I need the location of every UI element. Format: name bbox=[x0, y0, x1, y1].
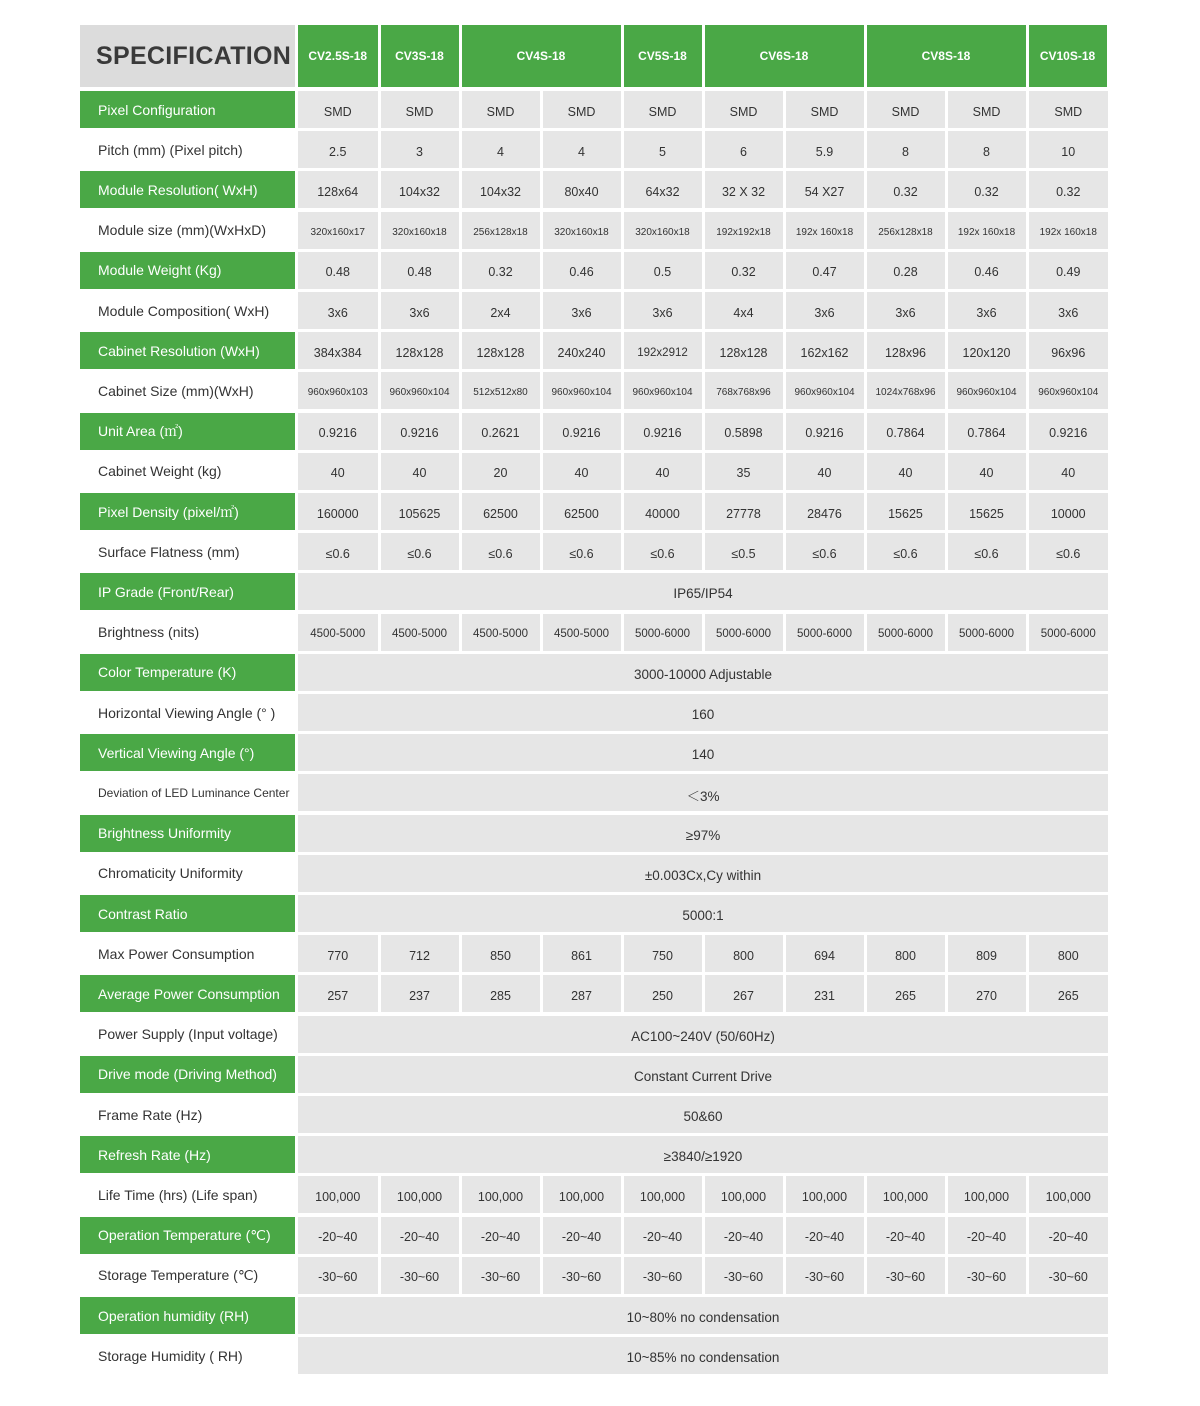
value-cell: SMD bbox=[948, 91, 1026, 128]
row-label: Operation humidity (RH) bbox=[80, 1297, 295, 1334]
value-cell: 5000-6000 bbox=[624, 614, 702, 651]
value-cell: 40 bbox=[867, 453, 945, 490]
value-cell: 3x6 bbox=[624, 292, 702, 329]
value-cell: 320x160x18 bbox=[624, 212, 702, 249]
value-cell: 100,000 bbox=[867, 1176, 945, 1213]
merged-value-cell: ≥97% bbox=[298, 815, 1108, 852]
value-cell: SMD bbox=[462, 91, 540, 128]
value-cell: 5000-6000 bbox=[1029, 614, 1109, 651]
value-cell: 28476 bbox=[786, 493, 864, 530]
value-cell: 160000 bbox=[298, 493, 378, 530]
value-cell: 4 bbox=[462, 131, 540, 168]
value-cell: 237 bbox=[381, 975, 459, 1012]
value-cell: 4500-5000 bbox=[381, 614, 459, 651]
value-cell: 960x960x104 bbox=[1029, 372, 1109, 409]
value-cell: 4500-5000 bbox=[543, 614, 621, 651]
value-cell: 960x960x104 bbox=[786, 372, 864, 409]
value-cell: ≤0.6 bbox=[462, 533, 540, 570]
value-cell: 256x128x18 bbox=[462, 212, 540, 249]
value-cell: -30~60 bbox=[786, 1257, 864, 1294]
value-cell: 100,000 bbox=[462, 1176, 540, 1213]
value-cell: 100,000 bbox=[705, 1176, 783, 1213]
model-header: CV5S-18 bbox=[624, 25, 702, 87]
value-cell: 3x6 bbox=[298, 292, 378, 329]
model-header: CV4S-18 bbox=[462, 25, 621, 87]
row-label: Operation Temperature (℃) bbox=[80, 1217, 295, 1254]
row-label: Brightness (nits) bbox=[98, 624, 200, 641]
value-cell: SMD bbox=[705, 91, 783, 128]
value-cell: 15625 bbox=[948, 493, 1026, 530]
value-cell: -30~60 bbox=[298, 1257, 378, 1294]
value-cell: -20~40 bbox=[381, 1217, 459, 1254]
row-label: Storage Temperature (℃) bbox=[98, 1266, 259, 1283]
value-cell: 40 bbox=[1029, 453, 1109, 490]
value-cell: ≤0.6 bbox=[1029, 533, 1109, 570]
merged-value-cell: 10~80% no condensation bbox=[298, 1297, 1108, 1334]
value-cell: 0.9216 bbox=[381, 413, 459, 450]
merged-value-cell: Constant Current Drive bbox=[298, 1056, 1108, 1093]
value-cell: 5000-6000 bbox=[786, 614, 864, 651]
value-cell: 100,000 bbox=[1029, 1176, 1109, 1213]
row-label: Pitch (mm) (Pixel pitch) bbox=[98, 141, 243, 158]
value-cell: 384x384 bbox=[298, 332, 378, 369]
value-cell: 128x128 bbox=[381, 332, 459, 369]
value-cell: 0.5 bbox=[624, 252, 702, 289]
value-cell: 80x40 bbox=[543, 171, 621, 208]
value-cell: 0.7864 bbox=[948, 413, 1026, 450]
value-cell: 3x6 bbox=[948, 292, 1026, 329]
value-cell: 10000 bbox=[1029, 493, 1109, 530]
value-cell: SMD bbox=[624, 91, 702, 128]
value-cell: 1024x768x96 bbox=[867, 372, 945, 409]
value-cell: 3x6 bbox=[1029, 292, 1109, 329]
value-cell: 8 bbox=[948, 131, 1026, 168]
value-cell: 128x128 bbox=[705, 332, 783, 369]
value-cell: 20 bbox=[462, 453, 540, 490]
value-cell: -20~40 bbox=[867, 1217, 945, 1254]
value-cell: 5 bbox=[624, 131, 702, 168]
value-cell: 15625 bbox=[867, 493, 945, 530]
value-cell: 320x160x18 bbox=[543, 212, 621, 249]
value-cell: 100,000 bbox=[786, 1176, 864, 1213]
value-cell: 0.46 bbox=[948, 252, 1026, 289]
row-label: Surface Flatness (mm) bbox=[98, 543, 240, 560]
row-label: Module size (mm)(WxHxD) bbox=[98, 222, 266, 239]
value-cell: 105625 bbox=[381, 493, 459, 530]
value-cell: -30~60 bbox=[462, 1257, 540, 1294]
value-cell: 265 bbox=[867, 975, 945, 1012]
value-cell: 40 bbox=[298, 453, 378, 490]
value-cell: 240x240 bbox=[543, 332, 621, 369]
value-cell: 8 bbox=[867, 131, 945, 168]
value-cell: 768x768x96 bbox=[705, 372, 783, 409]
merged-value-cell: 160 bbox=[298, 694, 1108, 731]
merged-value-cell: 3000-10000 Adjustable bbox=[298, 654, 1108, 691]
value-cell: SMD bbox=[786, 91, 864, 128]
value-cell: 270 bbox=[948, 975, 1026, 1012]
value-cell: -20~40 bbox=[705, 1217, 783, 1254]
row-label: Frame Rate (Hz) bbox=[98, 1106, 203, 1123]
value-cell: 5000-6000 bbox=[948, 614, 1026, 651]
value-cell: 192x192x18 bbox=[705, 212, 783, 249]
value-cell: 0.32 bbox=[705, 252, 783, 289]
value-cell: ≤0.6 bbox=[948, 533, 1026, 570]
value-cell: 0.46 bbox=[543, 252, 621, 289]
value-cell: -30~60 bbox=[1029, 1257, 1109, 1294]
value-cell: 40 bbox=[381, 453, 459, 490]
value-cell: 0.48 bbox=[298, 252, 378, 289]
row-label: IP Grade (Front/Rear) bbox=[80, 573, 295, 610]
value-cell: 285 bbox=[462, 975, 540, 1012]
value-cell: 320x160x17 bbox=[298, 212, 378, 249]
value-cell: SMD bbox=[1029, 91, 1109, 128]
value-cell: 100,000 bbox=[948, 1176, 1026, 1213]
merged-value-cell: 10~85% no condensation bbox=[298, 1337, 1108, 1374]
value-cell: 256x128x18 bbox=[867, 212, 945, 249]
value-cell: 0.32 bbox=[867, 171, 945, 208]
value-cell: -20~40 bbox=[462, 1217, 540, 1254]
value-cell: 104x32 bbox=[381, 171, 459, 208]
value-cell: 5000-6000 bbox=[867, 614, 945, 651]
value-cell: 40 bbox=[948, 453, 1026, 490]
value-cell: 192x 160x18 bbox=[948, 212, 1026, 249]
row-label: Vertical Viewing Angle (°) bbox=[80, 734, 295, 771]
value-cell: 960x960x104 bbox=[948, 372, 1026, 409]
value-cell: 192x 160x18 bbox=[1029, 212, 1109, 249]
value-cell: 100,000 bbox=[543, 1176, 621, 1213]
value-cell: 62500 bbox=[543, 493, 621, 530]
model-header: CV2.5S-18 bbox=[298, 25, 378, 87]
value-cell: 809 bbox=[948, 935, 1026, 972]
value-cell: 265 bbox=[1029, 975, 1109, 1012]
row-label: Power Supply (Input voltage) bbox=[98, 1026, 278, 1043]
value-cell: 0.9216 bbox=[543, 413, 621, 450]
value-cell: 40 bbox=[543, 453, 621, 490]
merged-value-cell: ±0.003Cx,Cy within bbox=[298, 855, 1108, 892]
row-label: Life Time (hrs) (Life span) bbox=[98, 1186, 258, 1203]
value-cell: -20~40 bbox=[298, 1217, 378, 1254]
row-label: Cabinet Weight (kg) bbox=[98, 463, 222, 480]
value-cell: 5.9 bbox=[786, 131, 864, 168]
row-label: Cabinet Size (mm)(WxH) bbox=[98, 382, 254, 399]
value-cell: 694 bbox=[786, 935, 864, 972]
value-cell: -20~40 bbox=[543, 1217, 621, 1254]
value-cell: 0.49 bbox=[1029, 252, 1109, 289]
value-cell: ≤0.6 bbox=[298, 533, 378, 570]
value-cell: -30~60 bbox=[624, 1257, 702, 1294]
value-cell: 54 X27 bbox=[786, 171, 864, 208]
model-header: CV8S-18 bbox=[867, 25, 1026, 87]
row-label: Chromaticity Uniformity bbox=[98, 865, 243, 882]
row-label: Average Power Consumption bbox=[80, 975, 295, 1012]
value-cell: 0.47 bbox=[786, 252, 864, 289]
value-cell: 27778 bbox=[705, 493, 783, 530]
merged-value-cell: IP65/IP54 bbox=[298, 573, 1108, 610]
value-cell: 100,000 bbox=[624, 1176, 702, 1213]
value-cell: 0.32 bbox=[948, 171, 1026, 208]
value-cell: 2x4 bbox=[462, 292, 540, 329]
row-label: Pixel Configuration bbox=[80, 91, 295, 128]
value-cell: 4500-5000 bbox=[298, 614, 378, 651]
value-cell: 0.5898 bbox=[705, 413, 783, 450]
merged-value-cell: ＜3% bbox=[298, 774, 1108, 811]
value-cell: ≤0.6 bbox=[786, 533, 864, 570]
value-cell: 257 bbox=[298, 975, 378, 1012]
value-cell: 712 bbox=[381, 935, 459, 972]
value-cell: 128x64 bbox=[298, 171, 378, 208]
value-cell: 960x960x104 bbox=[624, 372, 702, 409]
value-cell: 4500-5000 bbox=[462, 614, 540, 651]
row-label: Horizontal Viewing Angle (° ) bbox=[98, 704, 276, 721]
value-cell: 3x6 bbox=[867, 292, 945, 329]
value-cell: 960x960x104 bbox=[543, 372, 621, 409]
row-label: Brightness Uniformity bbox=[80, 815, 295, 852]
value-cell: ≤0.6 bbox=[624, 533, 702, 570]
row-label: Refresh Rate (Hz) bbox=[80, 1136, 295, 1173]
row-label: Deviation of LED Luminance Center bbox=[98, 785, 290, 800]
value-cell: 62500 bbox=[462, 493, 540, 530]
model-header: CV3S-18 bbox=[381, 25, 459, 87]
merged-value-cell: 5000:1 bbox=[298, 895, 1108, 932]
value-cell: -30~60 bbox=[948, 1257, 1026, 1294]
row-label: Drive mode (Driving Method) bbox=[80, 1056, 295, 1093]
merged-value-cell: AC100~240V (50/60Hz) bbox=[298, 1016, 1108, 1053]
value-cell: 0.9216 bbox=[298, 413, 378, 450]
value-cell: 96x96 bbox=[1029, 332, 1109, 369]
value-cell: 35 bbox=[705, 453, 783, 490]
value-cell: 40 bbox=[786, 453, 864, 490]
value-cell: 850 bbox=[462, 935, 540, 972]
value-cell: 128x128 bbox=[462, 332, 540, 369]
row-label: Module Composition( WxH) bbox=[98, 302, 270, 319]
value-cell: ≤0.6 bbox=[867, 533, 945, 570]
value-cell: 320x160x18 bbox=[381, 212, 459, 249]
value-cell: 4 bbox=[543, 131, 621, 168]
value-cell: SMD bbox=[543, 91, 621, 128]
value-cell: 0.9216 bbox=[1029, 413, 1109, 450]
row-label: Color Temperature (K) bbox=[80, 654, 295, 691]
value-cell: 10 bbox=[1029, 131, 1109, 168]
value-cell: 3x6 bbox=[543, 292, 621, 329]
value-cell: -30~60 bbox=[867, 1257, 945, 1294]
value-cell: 0.48 bbox=[381, 252, 459, 289]
value-cell: -20~40 bbox=[1029, 1217, 1109, 1254]
value-cell: 0.32 bbox=[1029, 171, 1109, 208]
value-cell: 192x 160x18 bbox=[786, 212, 864, 249]
value-cell: 267 bbox=[705, 975, 783, 1012]
value-cell: 960x960x104 bbox=[381, 372, 459, 409]
value-cell: 770 bbox=[298, 935, 378, 972]
model-header: CV6S-18 bbox=[705, 25, 864, 87]
value-cell: ≤0.6 bbox=[381, 533, 459, 570]
value-cell: 861 bbox=[543, 935, 621, 972]
model-header: CV10S-18 bbox=[1029, 25, 1107, 87]
value-cell: ≤0.6 bbox=[543, 533, 621, 570]
value-cell: 0.32 bbox=[462, 252, 540, 289]
value-cell: 512x512x80 bbox=[462, 372, 540, 409]
value-cell: 800 bbox=[867, 935, 945, 972]
value-cell: 231 bbox=[786, 975, 864, 1012]
value-cell: 3x6 bbox=[381, 292, 459, 329]
value-cell: 128x96 bbox=[867, 332, 945, 369]
value-cell: 250 bbox=[624, 975, 702, 1012]
value-cell: 32 X 32 bbox=[705, 171, 783, 208]
value-cell: 5000-6000 bbox=[705, 614, 783, 651]
value-cell: 0.2621 bbox=[462, 413, 540, 450]
value-cell: -20~40 bbox=[624, 1217, 702, 1254]
row-label: Cabinet Resolution (WxH) bbox=[80, 332, 295, 369]
value-cell: 3x6 bbox=[786, 292, 864, 329]
row-label: Storage Humidity ( RH) bbox=[98, 1347, 243, 1364]
value-cell: 960x960x103 bbox=[298, 372, 378, 409]
value-cell: 162x162 bbox=[786, 332, 864, 369]
value-cell: 0.7864 bbox=[867, 413, 945, 450]
value-cell: 100,000 bbox=[381, 1176, 459, 1213]
value-cell: 120x120 bbox=[948, 332, 1026, 369]
value-cell: 2.5 bbox=[298, 131, 378, 168]
value-cell: 750 bbox=[624, 935, 702, 972]
row-label: Module Weight (Kg) bbox=[80, 252, 295, 289]
value-cell: 0.9216 bbox=[786, 413, 864, 450]
merged-value-cell: 140 bbox=[298, 734, 1108, 771]
value-cell: 800 bbox=[705, 935, 783, 972]
value-cell: 3 bbox=[381, 131, 459, 168]
row-label: Max Power Consumption bbox=[98, 945, 255, 962]
value-cell: 192x2912 bbox=[624, 332, 702, 369]
value-cell: 287 bbox=[543, 975, 621, 1012]
value-cell: -30~60 bbox=[705, 1257, 783, 1294]
value-cell: 6 bbox=[705, 131, 783, 168]
merged-value-cell: ≥3840/≥1920 bbox=[298, 1136, 1108, 1173]
value-cell: -30~60 bbox=[381, 1257, 459, 1294]
value-cell: SMD bbox=[298, 91, 378, 128]
row-label: Unit Area (㎡) bbox=[80, 413, 295, 450]
value-cell: 0.28 bbox=[867, 252, 945, 289]
value-cell: SMD bbox=[867, 91, 945, 128]
merged-value-cell: 50&60 bbox=[298, 1096, 1108, 1133]
value-cell: -20~40 bbox=[948, 1217, 1026, 1254]
value-cell: 40 bbox=[624, 453, 702, 490]
table-title: SPECIFICATION bbox=[80, 25, 295, 87]
value-cell: ≤0.5 bbox=[705, 533, 783, 570]
value-cell: -30~60 bbox=[543, 1257, 621, 1294]
value-cell: 4x4 bbox=[705, 292, 783, 329]
row-label: Pixel Density (pixel/㎡) bbox=[80, 493, 295, 530]
value-cell: 100,000 bbox=[298, 1176, 378, 1213]
value-cell: 64x32 bbox=[624, 171, 702, 208]
value-cell: 104x32 bbox=[462, 171, 540, 208]
value-cell: 40000 bbox=[624, 493, 702, 530]
value-cell: SMD bbox=[381, 91, 459, 128]
value-cell: 800 bbox=[1029, 935, 1109, 972]
value-cell: 0.9216 bbox=[624, 413, 702, 450]
row-label: Contrast Ratio bbox=[80, 895, 295, 932]
row-label: Module Resolution( WxH) bbox=[80, 171, 295, 208]
value-cell: -20~40 bbox=[786, 1217, 864, 1254]
